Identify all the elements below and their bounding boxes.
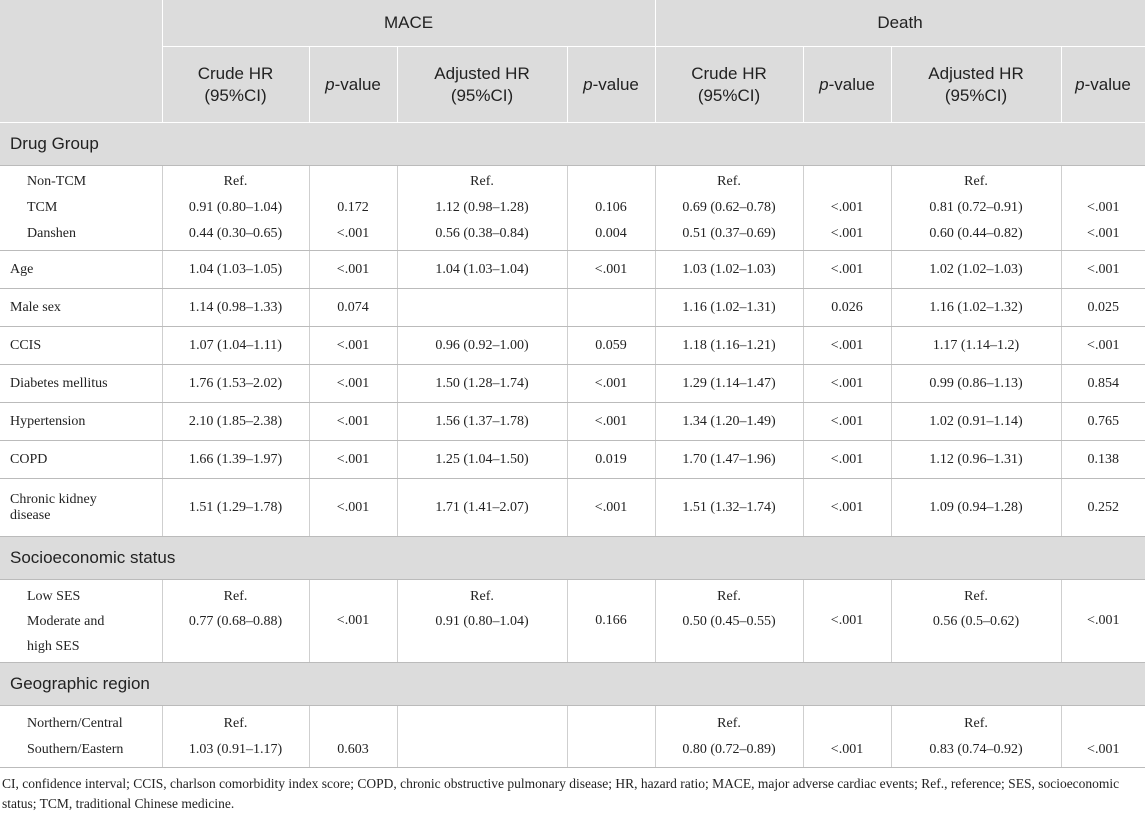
geo-death-adjusted-p: <.001 [1061,706,1145,768]
drug-mace-crude: Ref. 0.91 (0.80–1.04) 0.44 (0.30–0.65) [162,166,309,251]
table-row: Hypertension 2.10 (1.85–2.38) <.001 1.56 (1.37–1.78) <.001 1.34 (1.20–1.49) <.001 1.02 (0.91–1.14) 0.765 [0,403,1145,441]
section-geographic: Geographic region [0,663,1145,706]
table-row: Age 1.04 (1.03–1.05) <.001 1.04 (1.03–1.04) <.001 1.03 (1.02–1.03) <.001 1.02 (1.02–1.03) <.001 [0,251,1145,289]
table-row: Diabetes mellitus 1.76 (1.53–2.02) <.001 1.50 (1.28–1.74) <.001 1.29 (1.14–1.47) <.001 0.99 (0.86–1.13) 0.854 [0,365,1145,403]
ses-death-adjusted-p: <.001 [1061,580,1145,663]
geo-mace-crude-p: 0.603 [309,706,397,768]
ses-mace-adjusted: Ref. 0.91 (0.80–1.04) [397,580,567,663]
ses-mace-crude: Ref. 0.77 (0.68–0.88) [162,580,309,663]
ses-death-crude-p: <.001 [803,580,891,663]
drug-death-crude: Ref. 0.69 (0.62–0.78) 0.51 (0.37–0.69) [655,166,803,251]
ses-row [0,580,1145,663]
mace-group-header: MACE [162,0,655,47]
table-footnote: CI, confidence interval; CCIS, charlson comorbidity index score; COPD, chronic obstructive pulmonary disease; HR, hazard ratio; MACE, major adverse cardiac events; Ref., reference; SES, socioeconomic status; TCM, traditional Chinese medicine. [2,776,1120,811]
section-socioeconomic: Socioeconomic status [0,537,1145,580]
ses-mace-crude-p: <.001 [309,580,397,663]
drug-labels: Non-TCM TCM Danshen [0,166,162,251]
ses-labels: Low SES Moderate and high SES [0,580,162,663]
geo-mace-adjusted [397,706,567,768]
drug-death-adjusted-p: <.001 <.001 [1061,166,1145,251]
col-mace-crude-hr: Crude HR (95%CI) [162,47,309,123]
ses-death-adjusted: Ref. 0.56 (0.5–0.62) [891,580,1061,663]
geo-mace-adjusted-p [567,706,655,768]
table-row: Chronic kidney disease 1.51 (1.29–1.78) <.001 1.71 (1.41–2.07) <.001 1.51 (1.32–1.74) <.001 1.09 (0.94–1.28) 0.252 [0,479,1145,537]
drug-death-crude-p: <.001 <.001 [803,166,891,251]
geo-labels: Northern/Central Southern/Eastern [0,706,162,768]
col-mace-adjusted-p: p-value [567,47,655,123]
table-row: Male sex 1.14 (0.98–1.33) 0.074 1.16 (1.02–1.31) 0.026 1.16 (1.02–1.32) 0.025 [0,289,1145,327]
table-row: COPD 1.66 (1.39–1.97) <.001 1.25 (1.04–1.50) 0.019 1.70 (1.47–1.96) <.001 1.12 (0.96–1.31) 0.138 [0,441,1145,479]
col-death-crude-p: p-value [803,47,891,123]
geo-death-crude-p: <.001 [803,706,891,768]
col-death-adjusted-p: p-value [1061,47,1145,123]
geo-row [0,706,1145,768]
geo-mace-crude: Ref. 1.03 (0.91–1.17) [162,706,309,768]
section-drug-group: Drug Group [0,123,1145,166]
col-mace-adjusted-hr: Adjusted HR (95%CI) [397,47,567,123]
ses-mace-adjusted-p: 0.166 [567,580,655,663]
drug-death-adjusted: Ref. 0.81 (0.72–0.91) 0.60 (0.44–0.82) [891,166,1061,251]
death-group-header: Death [655,0,1145,47]
col-death-crude-hr: Crude HR (95%CI) [655,47,803,123]
table-row: CCIS 1.07 (1.04–1.11) <.001 0.96 (0.92–1.00) 0.059 1.18 (1.16–1.21) <.001 1.17 (1.14–1.2) <.001 [0,327,1145,365]
col-mace-crude-p: p-value [309,47,397,123]
drug-group-row [0,166,1145,251]
group-header-row [0,0,1145,47]
col-death-adjusted-hr: Adjusted HR (95%CI) [891,47,1061,123]
column-header-row [0,47,1145,123]
header-blank-cell [0,0,162,123]
geo-death-crude: Ref. 0.80 (0.72–0.89) [655,706,803,768]
drug-mace-crude-p: 0.172 <.001 [309,166,397,251]
drug-mace-adjusted-p: 0.106 0.004 [567,166,655,251]
geo-death-adjusted: Ref. 0.83 (0.74–0.92) [891,706,1061,768]
ses-death-crude: Ref. 0.50 (0.45–0.55) [655,580,803,663]
drug-mace-adjusted: Ref. 1.12 (0.98–1.28) 0.56 (0.38–0.84) [397,166,567,251]
